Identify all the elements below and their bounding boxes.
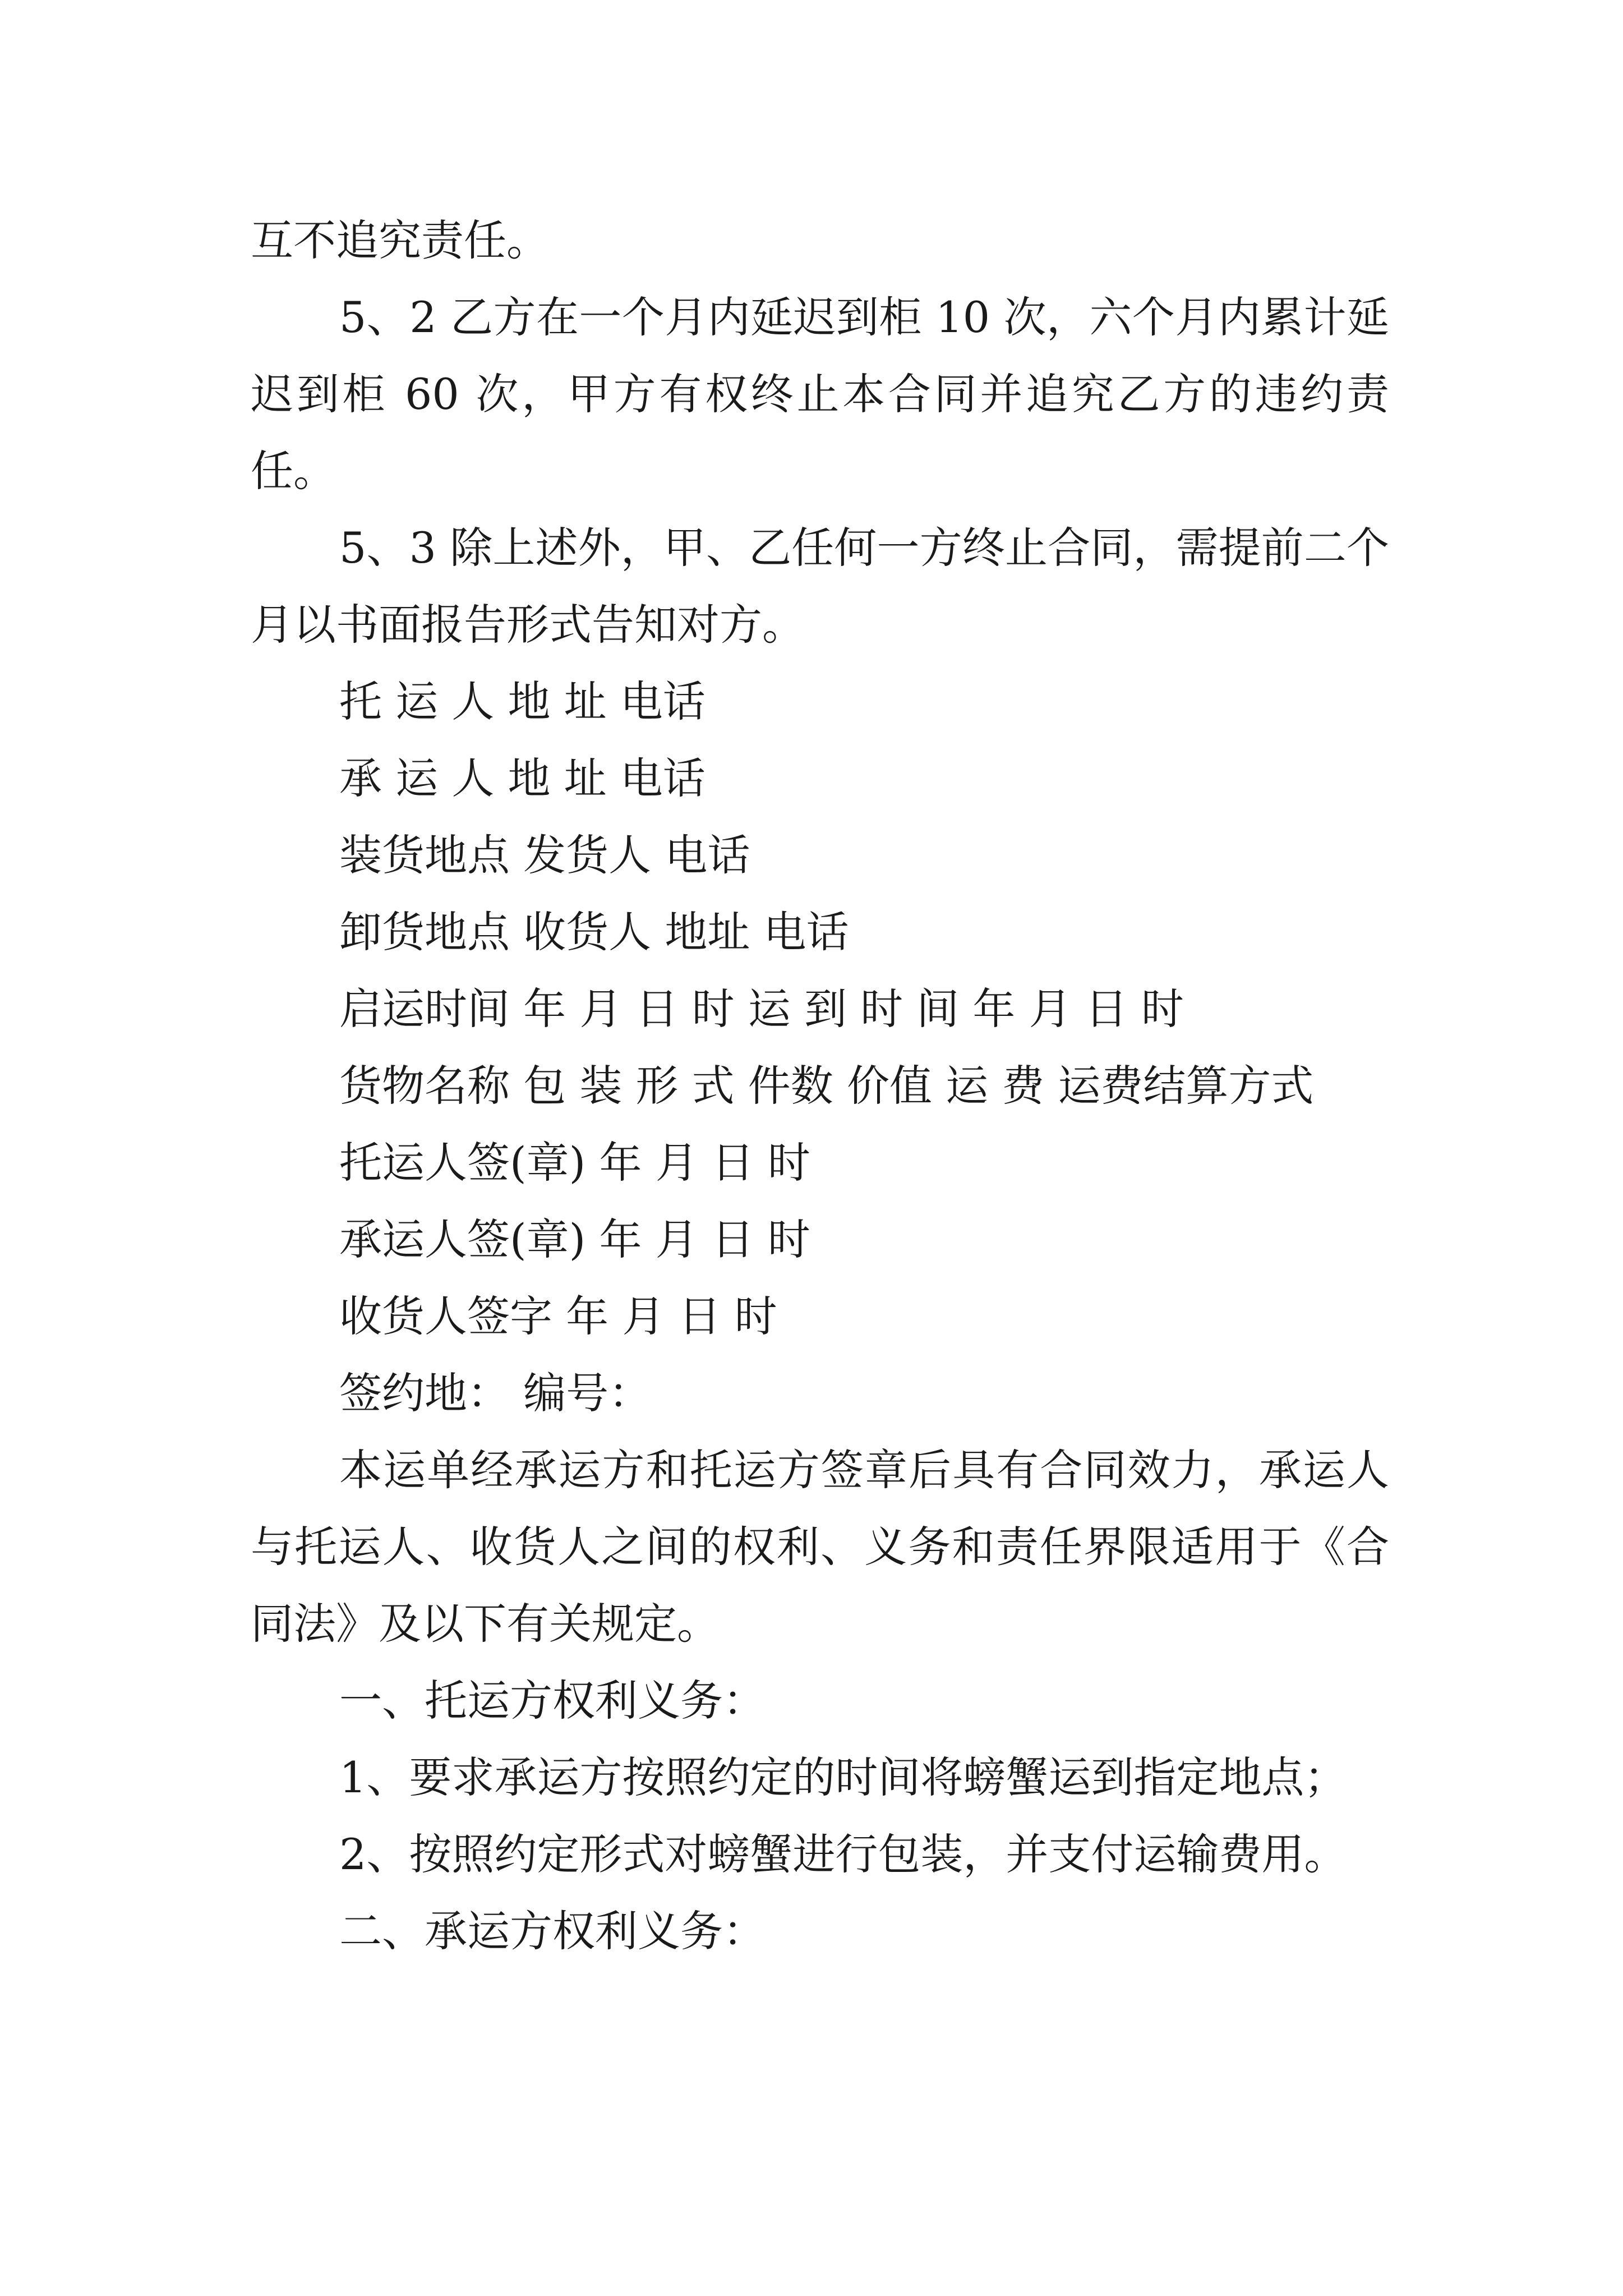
section-heading-carrier-rights: 二、承运方权利义务： <box>339 1906 766 1956</box>
form-line-loading: 装货地点 发货人 电话 <box>339 830 750 880</box>
form-line-place-number: 签约地： 编号： <box>339 1368 652 1418</box>
form-line-carrier-sign: 承运人签(章) 年 月 日 时 <box>339 1214 810 1264</box>
form-line-shipper: 托 运 人 地 址 电话 <box>339 677 706 726</box>
form-line-carrier: 承 运 人 地 址 电话 <box>339 753 706 803</box>
paragraph-3: 5、3 除上述外，甲、乙任何一方终止合同，需提前二个月以书面报告形式告知对方。 <box>251 523 1389 650</box>
document-body <box>251 202 1389 1970</box>
list-item-1: 1、要求承运方按照约定的时间将螃蟹运到指定地点； <box>339 1752 1347 1802</box>
section-heading-shipper-rights: 一、托运方权利义务： <box>339 1676 766 1726</box>
list-item-2: 2、按照约定形式对螃蟹进行包装，并支付运输费用。 <box>339 1829 1347 1879</box>
paragraph-1: 互不追究责任。 <box>251 215 549 265</box>
paragraph-contract-effect: 本运单经承运方和托运方签章后具有合同效力，承运人与托运人、收货人之间的权利、义务和责任界限适用于《合同法》及以下有关规定。 <box>251 1445 1389 1649</box>
form-line-shipper-sign: 托运人签(章) 年 月 日 时 <box>339 1138 810 1188</box>
form-line-goods: 货物名称 包 装 形 式 件数 价值 运 费 运费结算方式 <box>339 1061 1314 1111</box>
form-line-consignee-sign: 收货人签字 年 月 日 时 <box>339 1291 777 1341</box>
paragraph-2: 5、2 乙方在一个月内延迟到柜 10 次，六个月内累计延迟到柜 60 次，甲方有权终止本合同并追究乙方的违约责任。 <box>251 292 1389 496</box>
form-line-time: 启运时间 年 月 日 时 运 到 时 间 年 月 日 时 <box>339 984 1184 1034</box>
form-line-unloading: 卸货地点 收货人 地址 电话 <box>339 907 849 957</box>
